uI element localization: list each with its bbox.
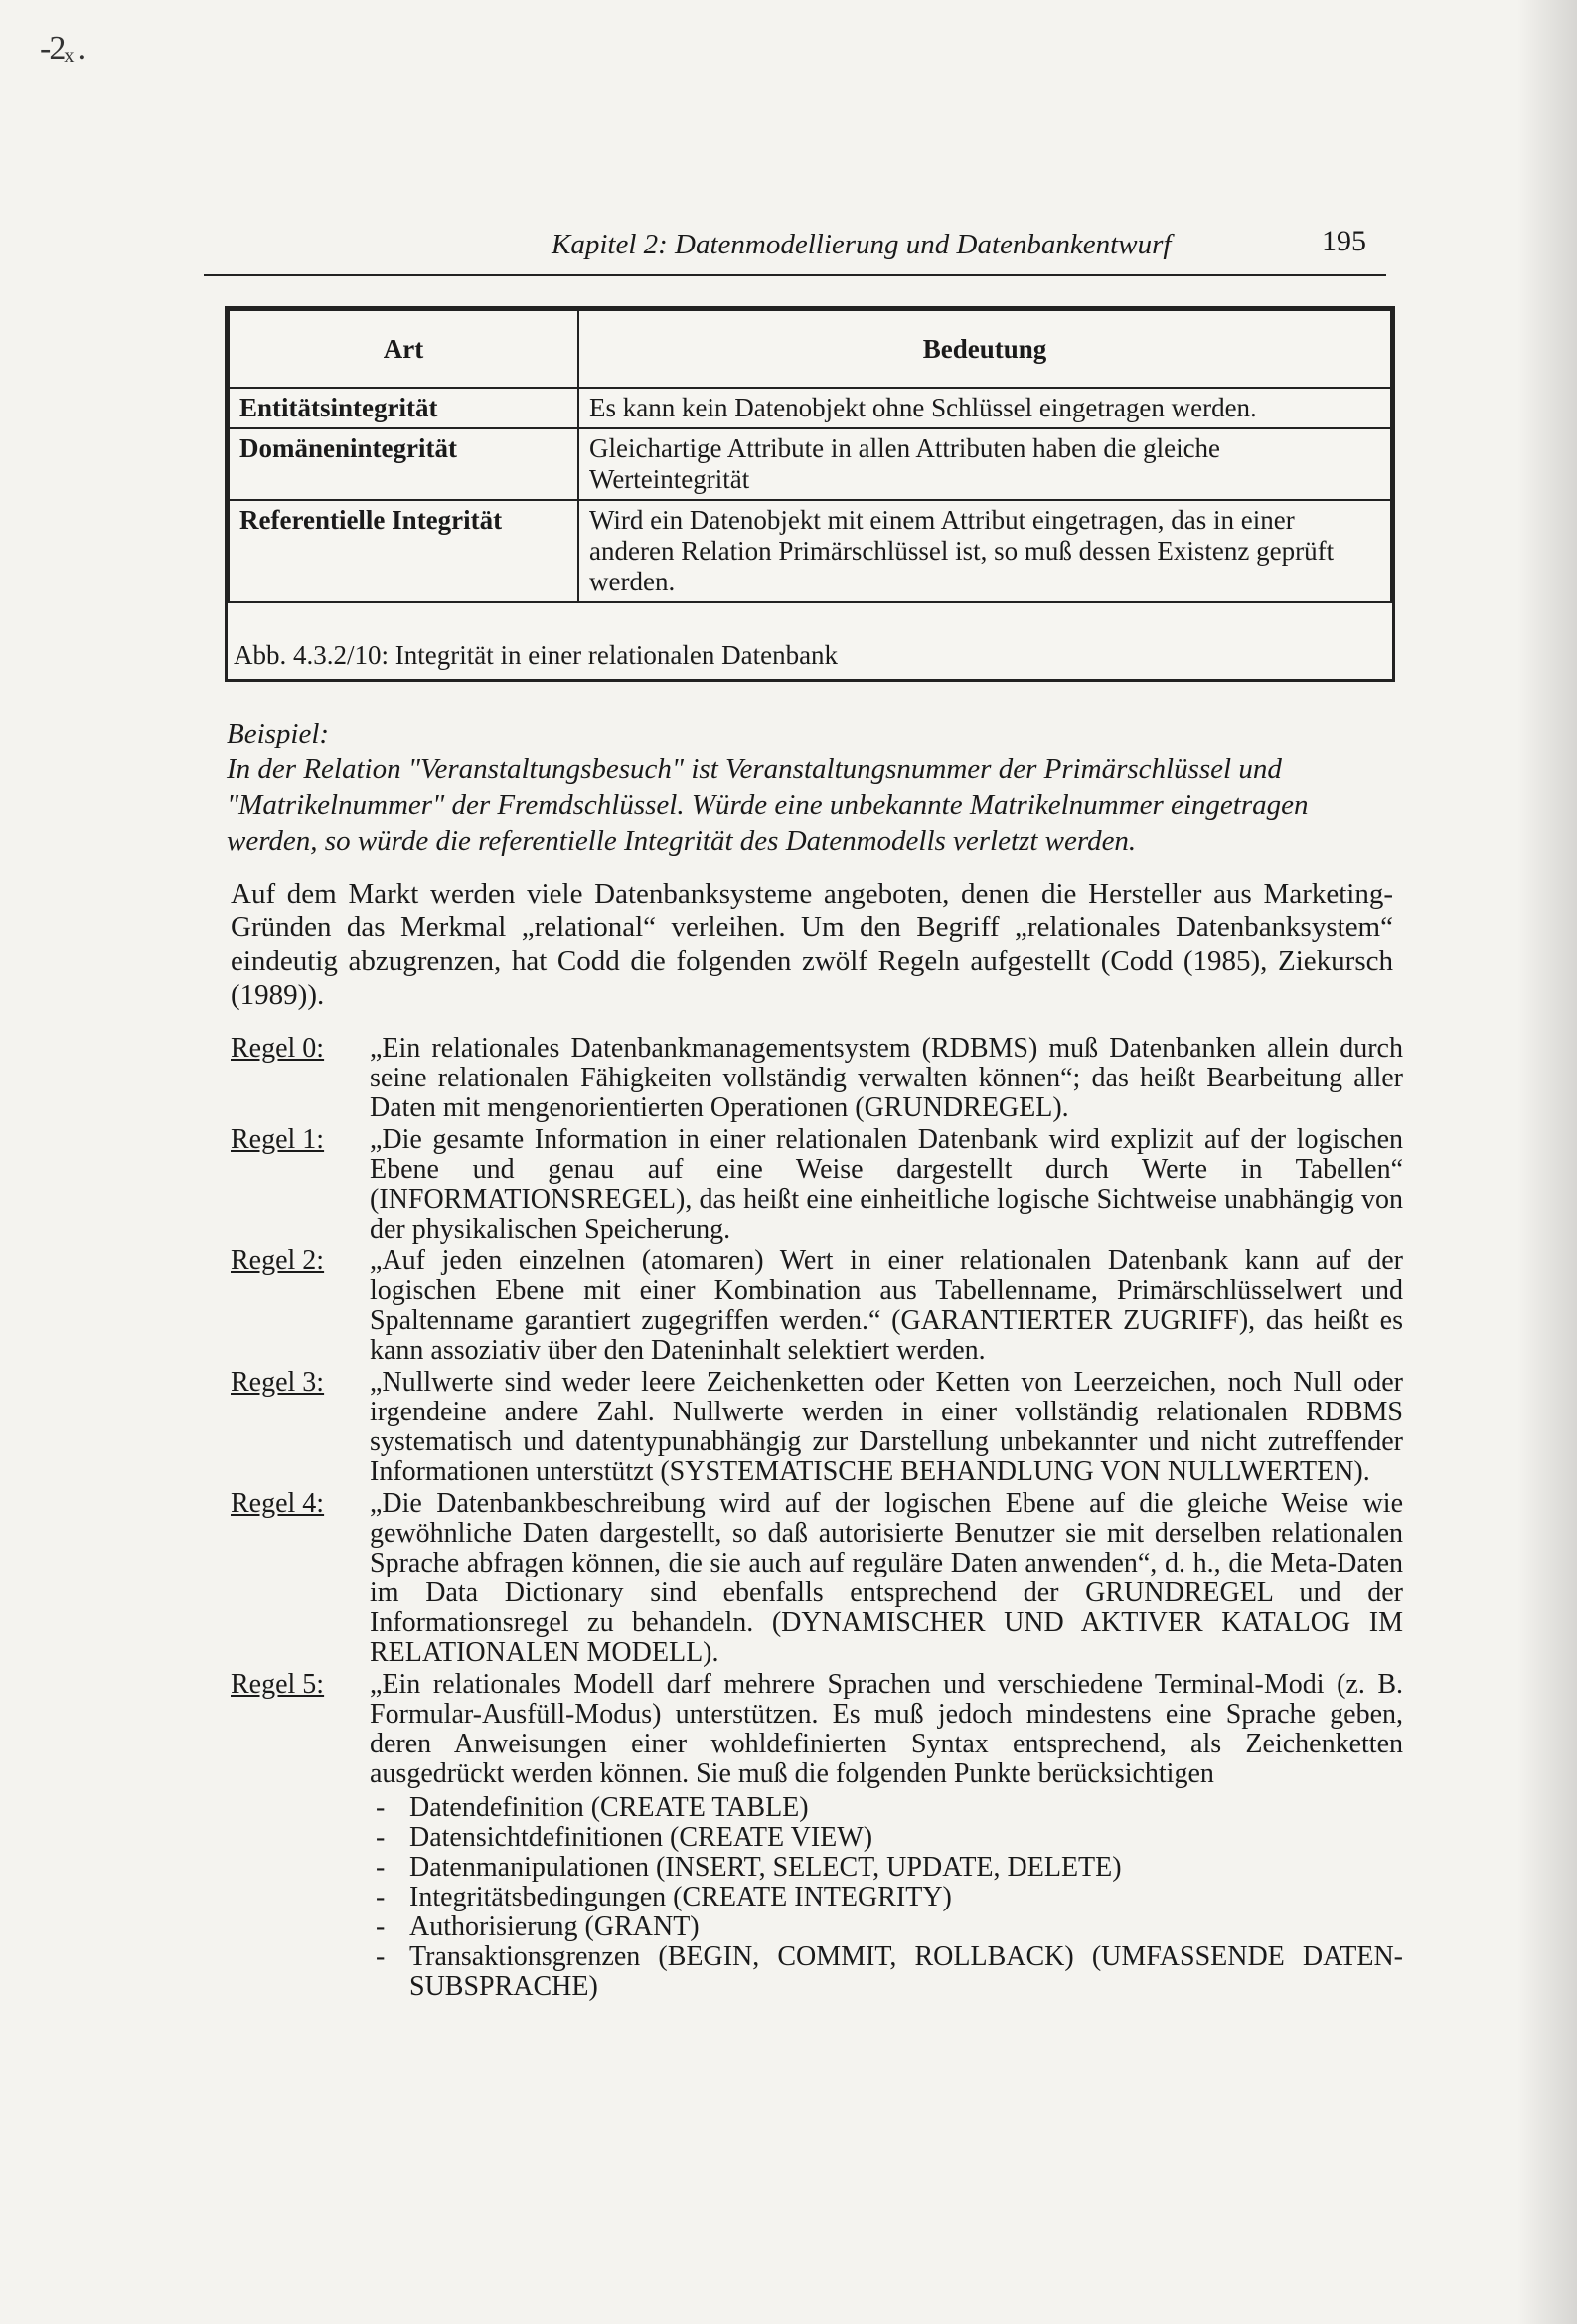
- rule-label: Regel 2:: [231, 1245, 325, 1276]
- cell-bedeutung: Wird ein Datenobjekt mit einem Attribut eingetragen, das in einer anderen Relation Primärschlüssel ist, so muß dessen Existenz geprüft werden.: [578, 500, 1391, 602]
- figure-caption: Abb. 4.3.2/10: Integrität in einer relationalen Datenbank: [234, 640, 839, 670]
- cell-art: Referentielle Integrität: [229, 500, 578, 602]
- rule-item: [231, 1368, 1403, 1487]
- rule-item: [231, 1246, 1403, 1366]
- chapter-title: Kapitel 2: Datenmodellierung und Datenbankentwurf: [552, 229, 1172, 260]
- integrity-table: [228, 309, 1392, 603]
- rule-item: [231, 1670, 1403, 2002]
- cell-bedeutung: Gleichartige Attribute in allen Attributen haben die gleiche Werteintegrität: [578, 428, 1391, 500]
- rule-label: Regel 0:: [231, 1033, 325, 1064]
- running-header: [204, 227, 1386, 276]
- rule-label: Regel 3:: [231, 1367, 325, 1398]
- page-number: 195: [1322, 225, 1366, 257]
- table-row: [229, 500, 1391, 602]
- table-row: [229, 428, 1391, 500]
- page-edge-shadow: [1517, 0, 1577, 2324]
- rule-text: „Die Datenbankbeschreibung wird auf der logischen Ebene auf die gleiche Weise wie gewöhnliche Daten dargestellt, so daß autorisierte Benutzer sie mit derselben relationalen Sprache abfragen können, die sie auch auf reguläre Daten anwenden“, d. h., die Meta-Daten im Data Dictionary sind ebenfalls entsprechend der GRUNDREGEL und der Informationsregel zu behandeln. (DYNAMISCHER UND AKTIVER KATALOG IM RELATIONALEN MODELL).: [370, 1488, 1403, 1668]
- rule-text: „Die gesamte Information in einer relationalen Datenbank wird explizit auf der logischen Ebene und genau auf eine Weise dargestellt durch Werte in Tabellen“ (INFORMATIONSREGEL), das heißt eine einheitliche logische Sichtweise unabhängig von der physikalischen Speicherung.: [370, 1124, 1403, 1245]
- intro-paragraph: Auf dem Markt werden viele Datenbanksysteme angeboten, denen die Hersteller aus Marketing-Gründen das Merkmal „relational“ verleihen. Um den Begriff „relationales Datenbanksystem“ eindeutig abzugrenzen, hat Codd die folgenden zwölf Regeln aufgestellt (Codd (1985), Ziekursch (1989)).: [231, 878, 1393, 1011]
- table-header-row: [229, 310, 1391, 388]
- cell-bedeutung: Es kann kein Datenobjekt ohne Schlüssel eingetragen werden.: [578, 388, 1391, 428]
- integrity-table-figure: [225, 306, 1395, 682]
- example-block: [227, 716, 1399, 859]
- list-item: - Transaktionsgrenzen (BEGIN, COMMIT, ROLLBACK) (UMFASSENDE DATEN-SUBSPRACHE): [370, 1942, 1403, 2002]
- cell-art: Entitätsintegrität: [229, 388, 578, 428]
- rule-item: [231, 1034, 1403, 1123]
- rule-text: „Nullwerte sind weder leere Zeichenketten oder Ketten von Leerzeichen, noch Null oder irgendeine andere Zahl. Nullwerte werden in einer vollständig relationalen RDBMS systematisch und datentypunabhängig zur Darstellung unbekannter und nicht zutreffender Informationen unterstützt (SYSTEMATISCHE BEHANDLUNG VON NULLWERTEN).: [370, 1367, 1403, 1487]
- cell-art: Domänenintegrität: [229, 428, 578, 500]
- list-item: - Datenmanipulationen (INSERT, SELECT, UPDATE, DELETE): [370, 1853, 1403, 1883]
- list-item: - Authorisierung (GRANT): [370, 1912, 1403, 1942]
- rule-label: Regel 4:: [231, 1488, 325, 1519]
- rule-text: „Ein relationales Datenbankmanagementsystem (RDBMS) muß Datenbanken allein durch seine relationalen Fähigkeiten vollständig verwalten können“; das heißt Bearbeitung aller Daten mit mengenorientierten Operationen (GRUNDREGEL).: [370, 1033, 1403, 1123]
- rule-item: [231, 1125, 1403, 1245]
- rule-label: Regel 1:: [231, 1124, 325, 1155]
- rule-text: „Auf jeden einzelnen (atomaren) Wert in einer relationalen Datenbank kann auf der logischen Ebene mit einer Kombination aus Tabellenname, Primärschlüsselwert und Spaltenname garantiert zugegriffen werden.“ (GARANTIERTER ZUGRIFF), das heißt es kann assoziativ über den Dateninhalt selektiert werden.: [370, 1245, 1403, 1366]
- column-header-bedeutung: Bedeutung: [578, 310, 1391, 388]
- column-header-art: Art: [229, 310, 578, 388]
- codd-rules-list: [231, 1034, 1403, 2004]
- list-item: - Datendefinition (CREATE TABLE): [370, 1793, 1403, 1823]
- rule-text-block: [370, 1670, 1403, 2002]
- rule5-points: [370, 1793, 1403, 2002]
- example-text: In der Relation "Veranstaltungsbesuch" ist Veranstaltungsnummer der Primärschlüssel und "Matrikelnummer" der Fremdschlüssel. Würde eine unbekannte Matrikelnummer eingetragen werden, so würde die referentielle Integrität des Datenmodells verletzt werden.: [227, 753, 1309, 857]
- rule-label: Regel 5:: [231, 1669, 325, 1700]
- list-item: - Datensichtdefinitionen (CREATE VIEW): [370, 1823, 1403, 1853]
- rule-item: [231, 1489, 1403, 1668]
- list-item: - Integritätsbedingungen (CREATE INTEGRITY): [370, 1883, 1403, 1912]
- table-row: [229, 388, 1391, 428]
- rule-text: „Ein relationales Modell darf mehrere Sprachen und verschiedene Terminal-Modi (z. B. Formular-Ausfüll-Modus) unterstützen. Es muß jedoch mindestens eine Sprache geben, deren Anweisungen einer wohldefinierten Syntax entsprechend, als Zeichenketten ausgedrückt werden können. Sie muß die folgenden Punkte berücksichtigen: [370, 1669, 1403, 1789]
- scan-artifact: -2ₓ .: [40, 30, 85, 67]
- example-heading: Beispiel:: [227, 718, 330, 749]
